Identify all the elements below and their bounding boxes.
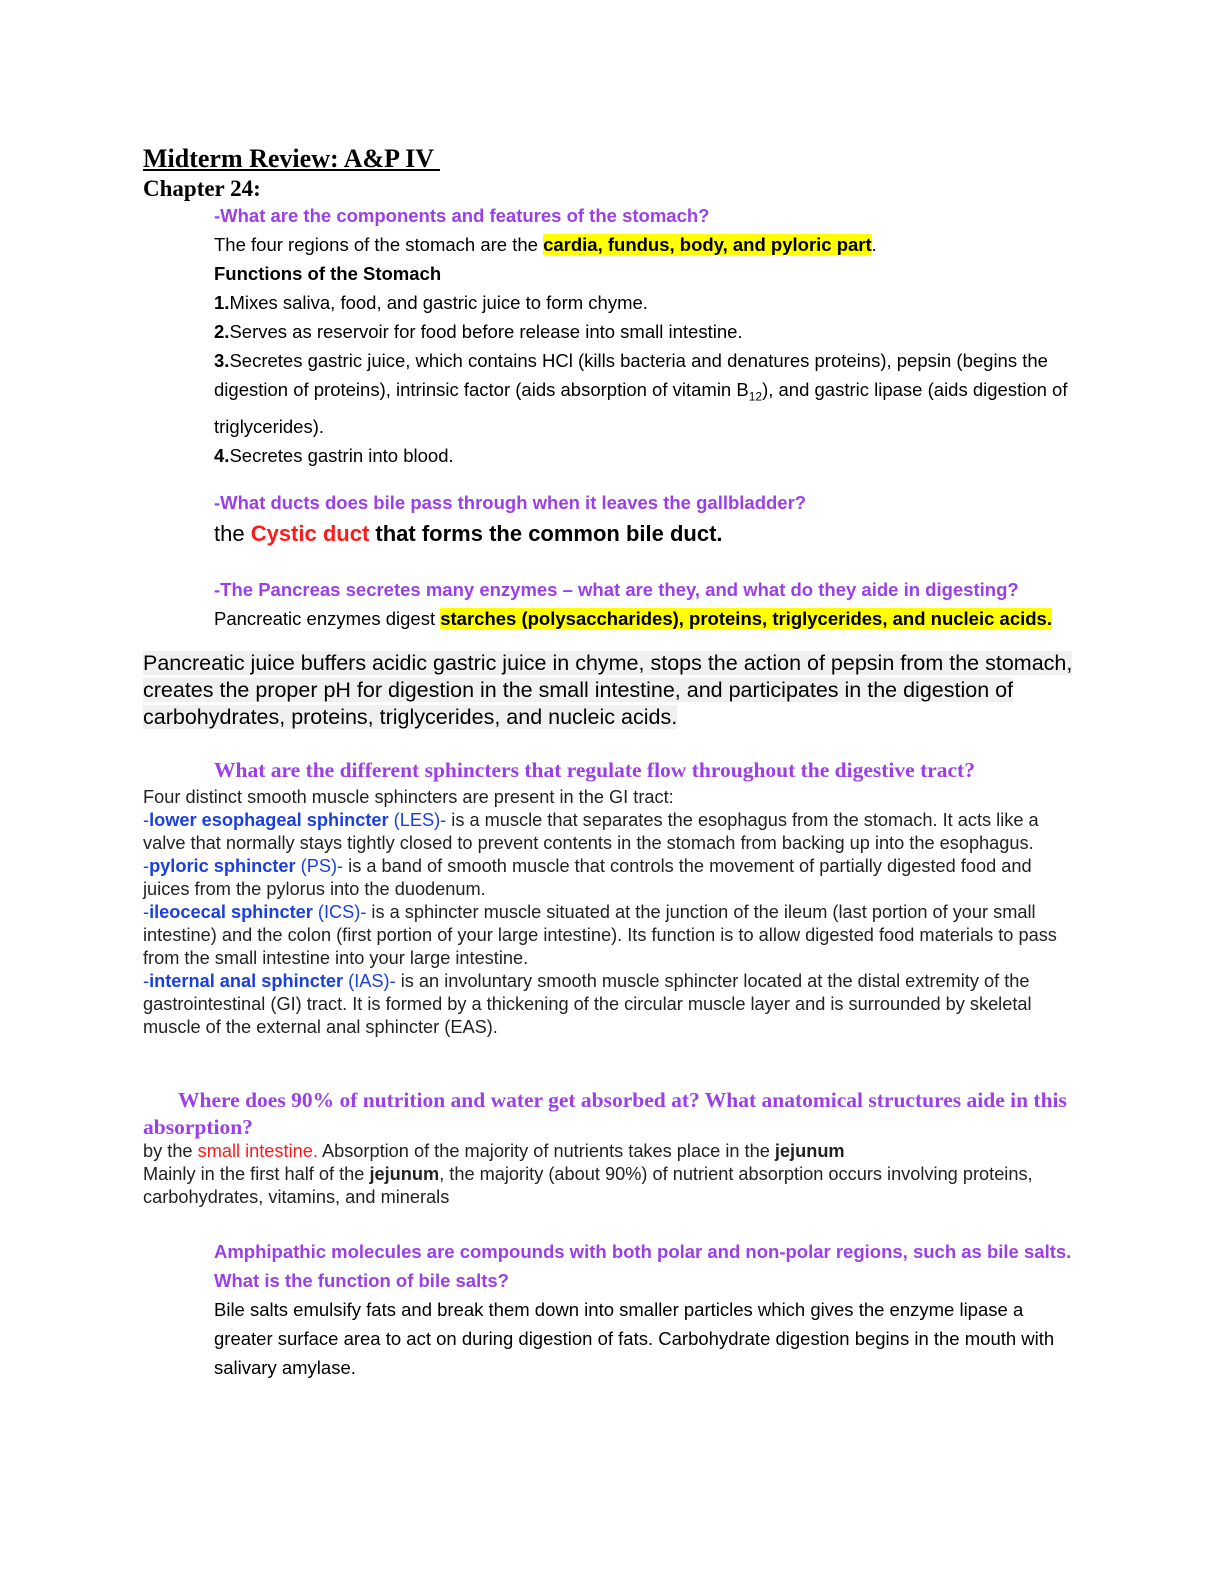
dash: -: [143, 902, 150, 922]
text: Mainly in the first half of the: [143, 1164, 370, 1184]
function-text: Secretes gastrin into blood.: [229, 444, 454, 466]
jejunum-term: jejunum: [369, 1164, 440, 1184]
sphincter-name: pyloric sphincter: [149, 856, 296, 876]
subscript: 12: [748, 389, 763, 404]
question-stomach: -What are the components and features of the stomach?: [214, 205, 710, 226]
enzymes-highlight: starches (polysaccharides), proteins, triglycerides, and nucleic acids.: [440, 608, 1052, 629]
bile-salts-answer: Bile salts emulsify fats and break them down into smaller particles which gives the enzyme lipase a greater surface area to act on during digestion of fats. Carbohydrate digestion begins in the mouth with salivary amylase.: [214, 1299, 1055, 1378]
sphincters-answer: [143, 786, 1078, 1039]
dash: -: [143, 810, 150, 830]
absorption-line-1: [143, 1140, 1078, 1163]
sphincter-item: [143, 809, 1078, 855]
function-item: [214, 441, 1084, 470]
cystic-duct-term: Cystic duct: [250, 521, 370, 546]
absorption-line-2: [143, 1163, 1078, 1209]
function-number: 4.: [214, 444, 230, 466]
sphincter-abbr: (LES)-: [388, 810, 447, 830]
regions-text: The four regions of the stomach are the: [214, 234, 544, 255]
dash: -: [143, 971, 150, 991]
sphincter-item: [143, 970, 1078, 1039]
chapter-heading: Chapter 24:: [143, 176, 261, 201]
pancreatic-juice-paragraph: [143, 650, 1083, 731]
page-title: Midterm Review: A&P IV: [143, 144, 441, 173]
sphincter-item: [143, 901, 1078, 970]
function-item: [214, 346, 1084, 441]
sphincter-abbr: (PS)-: [295, 856, 344, 876]
sphincter-name: ileocecal sphincter: [149, 902, 313, 922]
functions-heading: Functions of the Stomach: [214, 263, 442, 284]
text: , the majority (about 90%) of nutrient absorption occurs involving proteins, carbohydrates, vitamins, and minerals: [143, 1164, 1033, 1207]
function-text: Serves as reservoir for food before release into small intestine.: [229, 321, 743, 342]
stomach-regions: [214, 230, 1084, 259]
question-absorption: Where does 90% of nutrition and water get absorbed at? What anatomical structures aide in this absorption?: [143, 1088, 1067, 1139]
sphincter-name: internal anal sphincter: [149, 971, 344, 991]
function-number: 3.: [214, 350, 230, 371]
sphincters-intro: Four distinct smooth muscle sphincters are present in the GI tract:: [143, 787, 674, 807]
bile-duct-section: [214, 488, 1084, 550]
answer-text: Pancreatic enzymes digest: [214, 608, 441, 629]
absorption-answer: [143, 1140, 1078, 1209]
function-text: Mixes saliva, food, and gastric juice to form chyme.: [229, 292, 648, 313]
jejunum-term: jejunum: [774, 1141, 845, 1161]
sphincter-description: is a muscle that separates the esophagus from the stomach. It acts like a valve that normally stays tightly closed to prevent contents in the stomach from backing up into the esophagus.: [143, 810, 1039, 853]
function-item: [214, 317, 1084, 346]
sphincter-description: is an involuntary smooth muscle sphincter located at the distal extremity of the gastrointestinal (GI) tract. It is formed by a thickening of the circular muscle layer and is surrounded by skeletal muscle of the external anal sphincter (EAS).: [143, 971, 1032, 1037]
answer-rest: that forms the common bile duct.: [369, 521, 723, 546]
bile-salts-section: [214, 1237, 1084, 1382]
function-item: [214, 288, 1084, 317]
sphincter-item: [143, 855, 1078, 901]
sphincter-abbr: (ICS)-: [312, 902, 367, 922]
function-text: Secretes gastric juice, which contains HCl (kills bacteria and denatures proteins), pepsin (begins the digestion of proteins), intrinsic factor (aids absorption of vitamin B: [214, 350, 1048, 400]
pancreatic-juice-text: Pancreatic juice buffers acidic gastric juice in chyme, stops the action of pepsin from the stomach, creates the proper pH for digestion in the small intestine, and participates in the digestion of carbohydrates, proteins, triglycerides, and nucleic acids.: [143, 651, 1073, 729]
regions-highlight: cardia, fundus, body, and pyloric part: [543, 234, 872, 255]
question-sphincters: What are the different sphincters that regulate flow throughout the digestive tract?: [214, 758, 975, 782]
regions-period: .: [871, 234, 877, 255]
pancreas-section: [214, 575, 1084, 633]
pancreas-answer: [214, 604, 1084, 633]
text: Absorption of the majority of nutrients takes place in the: [317, 1141, 775, 1161]
function-number: 2.: [214, 321, 230, 342]
question-pancreas: -The Pancreas secretes many enzymes – what are they, and what do they aide in digesting?: [214, 579, 1019, 600]
function-text-cont: ), and gastric lipase (aids digestion of triglycerides).: [214, 379, 1068, 437]
function-number: 1.: [214, 292, 230, 313]
answer-the: the: [214, 521, 251, 546]
bile-duct-answer: [214, 517, 1084, 550]
question-bile-salts: Amphipathic molecules are compounds with both polar and non-polar regions, such as bile salts. What is the function of bile salts?: [214, 1241, 1072, 1291]
sphincter-name: lower esophageal sphincter: [149, 810, 389, 830]
sphincter-abbr: (IAS)-: [343, 971, 396, 991]
stomach-section: [214, 201, 1084, 470]
small-intestine-term: small intestine.: [197, 1141, 318, 1161]
text: by the: [143, 1141, 198, 1161]
dash: -: [143, 856, 150, 876]
sphincter-description: is a band of smooth muscle that controls the movement of partially digested food and juices from the pylorus into the duodenum.: [143, 856, 1032, 899]
question-bile-ducts: -What ducts does bile pass through when it leaves the gallbladder?: [214, 492, 807, 513]
sphincter-description: is a sphincter muscle situated at the junction of the ileum (last portion of your small intestine) and the colon (first portion of your large intestine). Its function is to allow digested food materials to pass from the small intestine into your large intestine.: [143, 902, 1057, 968]
